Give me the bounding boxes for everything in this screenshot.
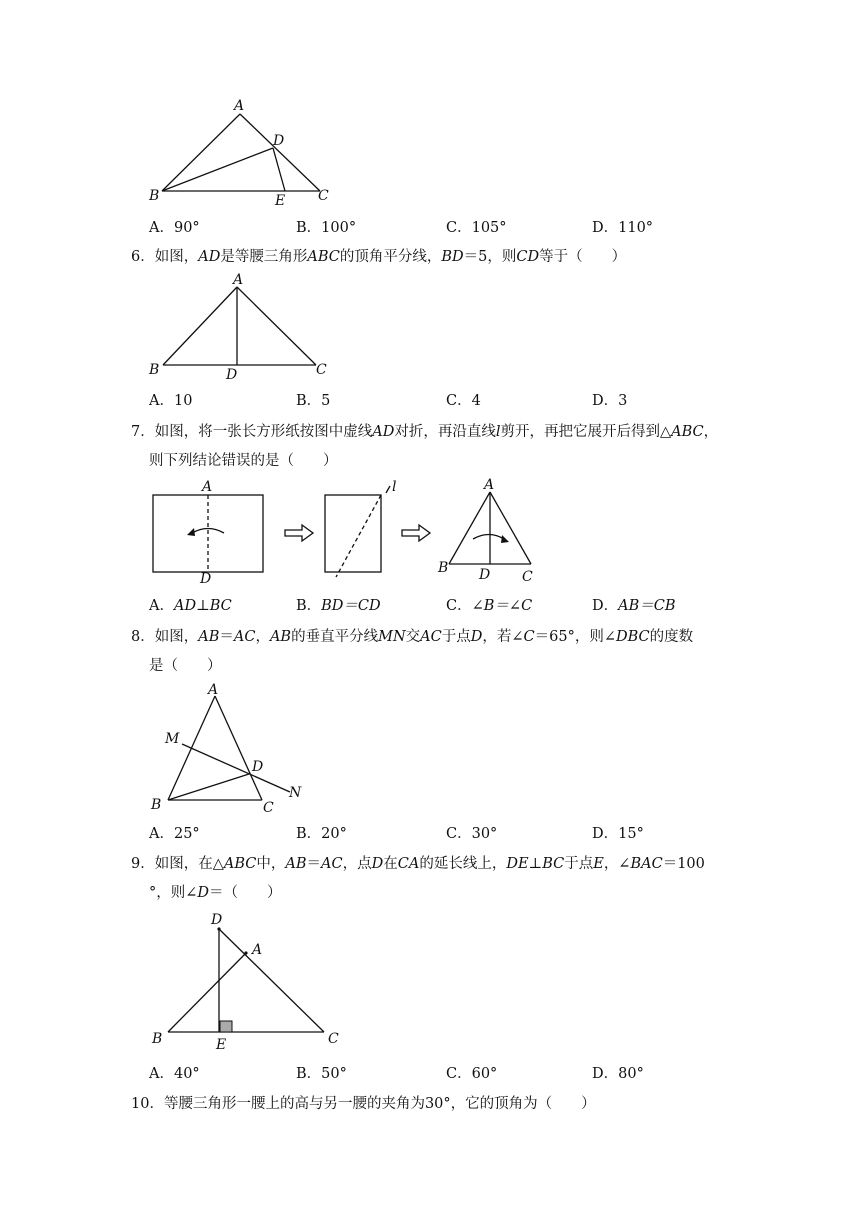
q7-label-d2: D	[479, 567, 491, 583]
q9-option-d: D．80°	[592, 1066, 644, 1082]
q6-option-c: C．4	[446, 393, 481, 409]
q7-label-d1: D	[200, 571, 212, 587]
q9-label-d: D	[211, 912, 223, 928]
q7-option-c: C．∠B＝∠C	[446, 598, 533, 614]
q6-label-d: D	[226, 367, 238, 383]
q7-label-c: C	[522, 569, 533, 585]
q5-label-d: D	[273, 133, 285, 149]
q8-option-d: D．15°	[592, 826, 644, 842]
q9-option-c: C．60°	[446, 1066, 498, 1082]
q6-option-d: D．3	[592, 393, 628, 409]
q9-label-b: B	[152, 1031, 163, 1047]
q6-stem: 6．如图，AD是等腰三角形ABC的顶角平分线，BD＝5，则CD等于（ ）	[131, 249, 627, 265]
q7-stem-line1: 7．如图，将一张长方形纸按图中虚线AD对折，再沿直线l剪开，再把它展开后得到△ABC，	[131, 424, 719, 440]
q5-figure	[140, 98, 340, 210]
q9-stem-line1: 9．如图，在△ABC中，AB＝AC，点D在CA的延长线上，DE⊥BC于点E，∠BAC＝100	[131, 856, 705, 872]
q6-label-c: C	[316, 362, 327, 378]
q8-label-c: C	[263, 800, 274, 816]
q5-label-a: A	[234, 98, 245, 114]
q6-option-b: B．5	[296, 393, 331, 409]
q8-label-b: B	[151, 797, 162, 813]
q5-label-c: C	[318, 188, 329, 204]
q6-label-b: B	[149, 362, 160, 378]
q5-label-e: E	[275, 193, 286, 209]
q7-label-b: B	[438, 560, 449, 576]
q9-label-a: A	[252, 942, 263, 958]
q5-option-c: C．105°	[446, 220, 507, 236]
q7-option-a: A．AD⊥BC	[149, 598, 232, 614]
q7-figure	[150, 476, 550, 588]
q5-option-d: D．110°	[592, 220, 654, 236]
q6-figure	[140, 270, 340, 382]
q9-label-e: E	[216, 1037, 227, 1053]
q7-stem-line2: 则下列结论错误的是（ ）	[149, 453, 338, 469]
q9-stem-line2: °，则∠D＝（ ）	[149, 885, 282, 901]
q9-option-b: B．50°	[296, 1066, 347, 1082]
q5-label-b: B	[149, 188, 160, 204]
q7-option-b: B．BD＝CD	[296, 598, 381, 614]
q8-label-n: N	[289, 785, 302, 801]
q8-figure	[150, 680, 320, 815]
q7-label-a1: A	[202, 479, 213, 495]
q6-label-a: A	[233, 272, 244, 288]
q9-label-c: C	[328, 1031, 339, 1047]
q8-label-d: D	[252, 759, 264, 775]
q8-stem-line2: 是（ ）	[149, 658, 222, 674]
q7-label-a2: A	[484, 477, 495, 493]
q5-option-b: B．100°	[296, 220, 357, 236]
q5-option-a: A．90°	[149, 220, 200, 236]
q6-option-a: A．10	[149, 393, 193, 409]
q9-figure	[150, 908, 350, 1054]
q7-label-l: l	[392, 479, 397, 495]
q8-label-a: A	[208, 682, 219, 698]
q7-option-d: D．AB＝CB	[592, 598, 676, 614]
q8-option-a: A．25°	[149, 826, 200, 842]
q8-label-m: M	[165, 731, 180, 747]
q9-option-a: A．40°	[149, 1066, 200, 1082]
q8-option-b: B．20°	[296, 826, 347, 842]
q8-stem-line1: 8．如图，AB＝AC，AB的垂直平分线MN交AC于点D，若∠C＝65°，则∠DBC的度数	[131, 629, 694, 645]
q10-stem: 10．等腰三角形一腰上的高与另一腰的夹角为30°，它的顶角为（ ）	[131, 1096, 596, 1112]
q8-option-c: C．30°	[446, 826, 498, 842]
